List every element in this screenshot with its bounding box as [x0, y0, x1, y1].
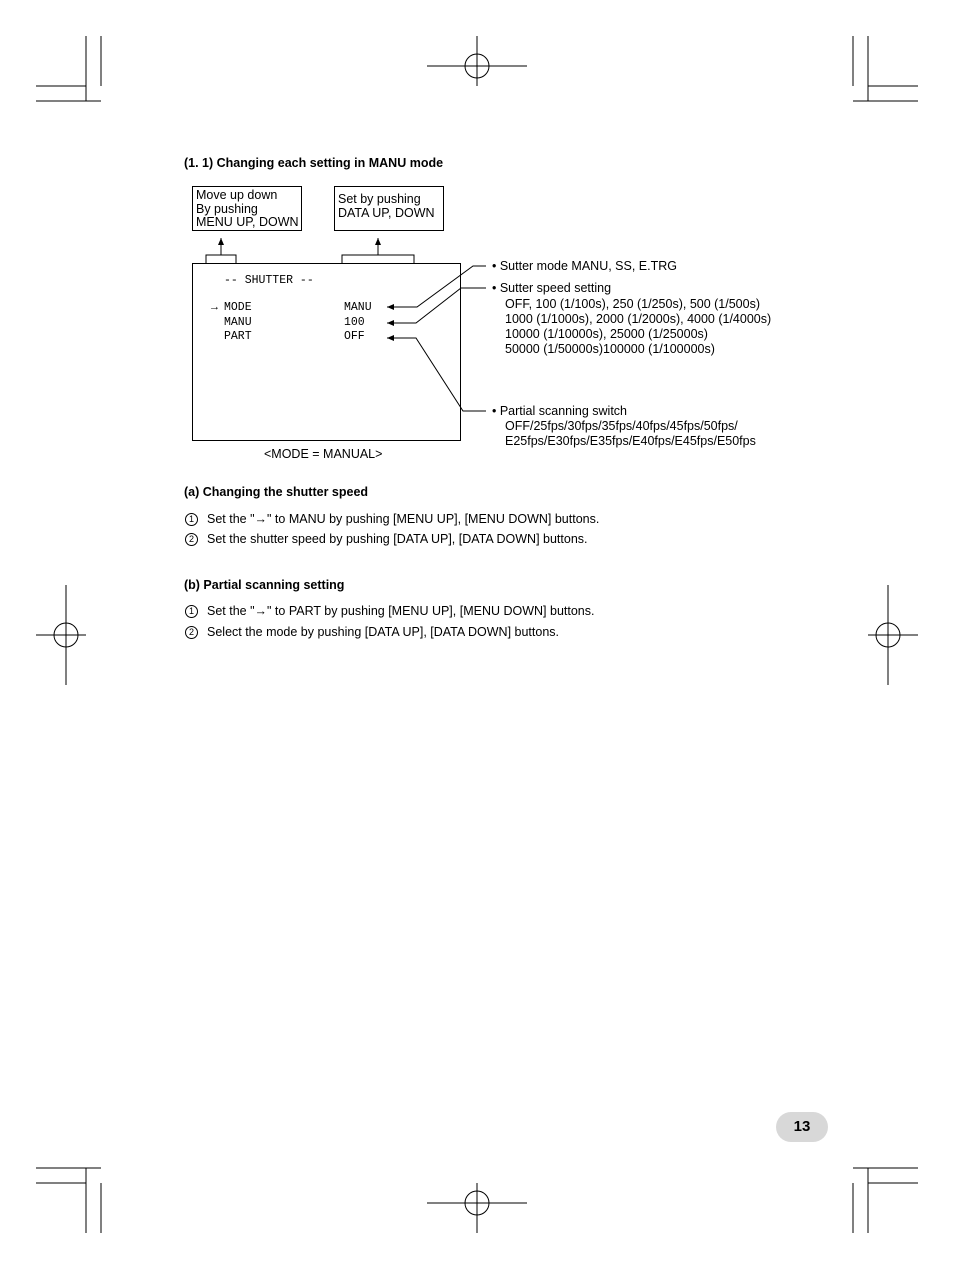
- step-text: Select the mode by pushing [DATA UP], [DATA DOWN] buttons.: [207, 625, 559, 639]
- data-callout-line: DATA UP, DOWN: [338, 205, 435, 220]
- screen-title: -- SHUTTER --: [224, 274, 314, 287]
- menu-item-part-value: OFF: [344, 330, 365, 343]
- section-a-title: (a) Changing the shutter speed: [184, 485, 369, 499]
- note-partial-line: OFF/25fps/30fps/35fps/40fps/45fps/50fps/: [505, 419, 738, 433]
- step-number-badge: 2: [185, 626, 198, 639]
- section-a-step: [185, 532, 588, 546]
- menu-callout-line: MENU UP, DOWN: [196, 215, 299, 229]
- note-partial-line: E25fps/E30fps/E35fps/E40fps/E45fps/E50fps: [505, 434, 756, 448]
- step-number-badge: 1: [185, 513, 198, 526]
- note-speed-line: OFF, 100 (1/100s), 250 (1/250s), 500 (1/500s): [505, 297, 760, 311]
- menu-item-mode-label: MODE: [224, 301, 252, 314]
- page-number: 13: [776, 1112, 828, 1142]
- cursor-arrow-icon: →: [211, 301, 218, 314]
- note-speed-line: 50000 (1/50000s)100000 (1/100000s): [505, 342, 715, 356]
- screen-caption: <MODE = MANUAL>: [264, 447, 383, 461]
- note-speed-line: 10000 (1/10000s), 25000 (1/25000s): [505, 327, 708, 341]
- step-number-badge: 2: [185, 533, 198, 546]
- note-shutter-mode: • Sutter mode MANU, SS, E.TRG: [492, 259, 677, 273]
- menu-item-part-label: PART: [224, 330, 252, 343]
- note-speed-line: 1000 (1/1000s), 2000 (1/2000s), 4000 (1/4000s): [505, 312, 772, 326]
- section-b-step: [185, 625, 559, 639]
- data-callout-line: Set by pushing: [338, 192, 421, 206]
- step-text: Set the "→" to MANU by pushing [MENU UP], [MENU DOWN] buttons.: [207, 512, 600, 526]
- section-a-step: [185, 512, 599, 526]
- menu-item-manu-label: MANU: [224, 316, 252, 329]
- note-speed-title: • Sutter speed setting: [492, 281, 612, 295]
- note-partial-title: • Partial scanning switch: [492, 404, 627, 418]
- menu-callout-line: By pushing: [196, 201, 258, 216]
- menu-callout-line: Move up down: [196, 188, 278, 202]
- step-text: Set the "→" to PART by pushing [MENU UP], [MENU DOWN] buttons.: [207, 604, 595, 618]
- section-title: (1. 1) Changing each setting in MANU mode: [184, 156, 444, 170]
- shutter-menu-screen: [192, 263, 461, 441]
- menu-item-manu-value: 100: [344, 316, 365, 329]
- step-text: Set the shutter speed by pushing [DATA UP], [DATA DOWN] buttons.: [207, 532, 588, 546]
- section-b-title: (b) Partial scanning setting: [184, 578, 345, 592]
- menu-item-mode-value: MANU: [344, 301, 372, 314]
- step-number-badge: 1: [185, 605, 198, 618]
- section-b-step: [185, 604, 594, 618]
